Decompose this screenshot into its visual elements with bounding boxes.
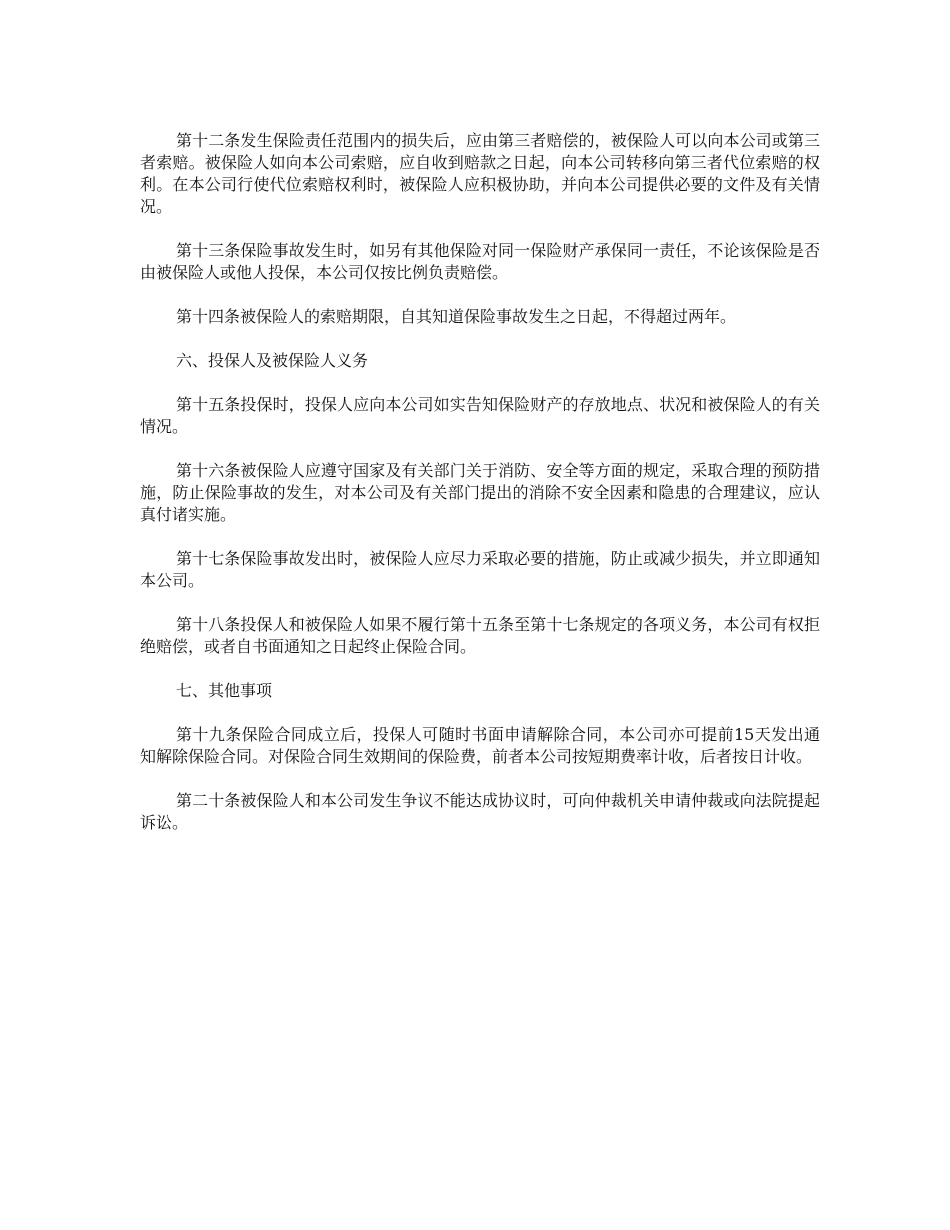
paragraph-article-17: 第十七条保险事故发出时，被保险人应尽力采取必要的措施，防止或减少损失，并立即通知本公司。 [140, 549, 820, 590]
paragraph-article-20: 第二十条被保险人和本公司发生争议不能达成协议时，可向仲裁机关申请仲裁或向法院提起诉讼。 [140, 791, 820, 832]
paragraph-article-15: 第十五条投保时，投保人应向本公司如实告知保险财产的存放地点、状况和被保险人的有关情况。 [140, 395, 820, 436]
section-heading-other-matters: 七、其他事项 [176, 681, 273, 700]
section-heading-obligations: 六、投保人及被保险人义务 [176, 351, 369, 370]
paragraph-article-14: 第十四条被保险人的索赔期限，自其知道保险事故发生之日起，不得超过两年。 [176, 307, 737, 326]
paragraph-article-16: 第十六条被保险人应遵守国家及有关部门关于消防、安全等方面的规定，采取合理的预防措施，防止保险事故的发生，对本公司及有关部门提出的消除不安全因素和隐患的合理建议，应认真付诸实施。 [140, 461, 820, 524]
document-body [140, 130, 820, 856]
paragraph-article-13: 第十三条保险事故发生时，如另有其他保险对同一保险财产承保同一责任，不论该保险是否由被保险人或他人投保，本公司仅按比例负责赔偿。 [140, 241, 820, 282]
paragraph-article-19: 第十九条保险合同成立后，投保人可随时书面申请解除合同，本公司亦可提前15天发出通知解除保险合同。对保险合同生效期间的保险费，前者本公司按短期费率计收，后者按日计收。 [140, 725, 820, 766]
paragraph-article-12: 第十二条发生保险责任范围内的损失后，应由第三者赔偿的，被保险人可以向本公司或第三者索赔。被保险人如向本公司索赔，应自收到赔款之日起，向本公司转移向第三者代位索赔的权利。在本公司行使代位索赔权利时，被保险人应积极协助，并向本公司提供必要的文件及有关情况。 [140, 131, 820, 216]
paragraph-article-18: 第十八条投保人和被保险人如果不履行第十五条至第十七条规定的各项义务，本公司有权拒绝赔偿，或者自书面通知之日起终止保险合同。 [140, 615, 820, 656]
